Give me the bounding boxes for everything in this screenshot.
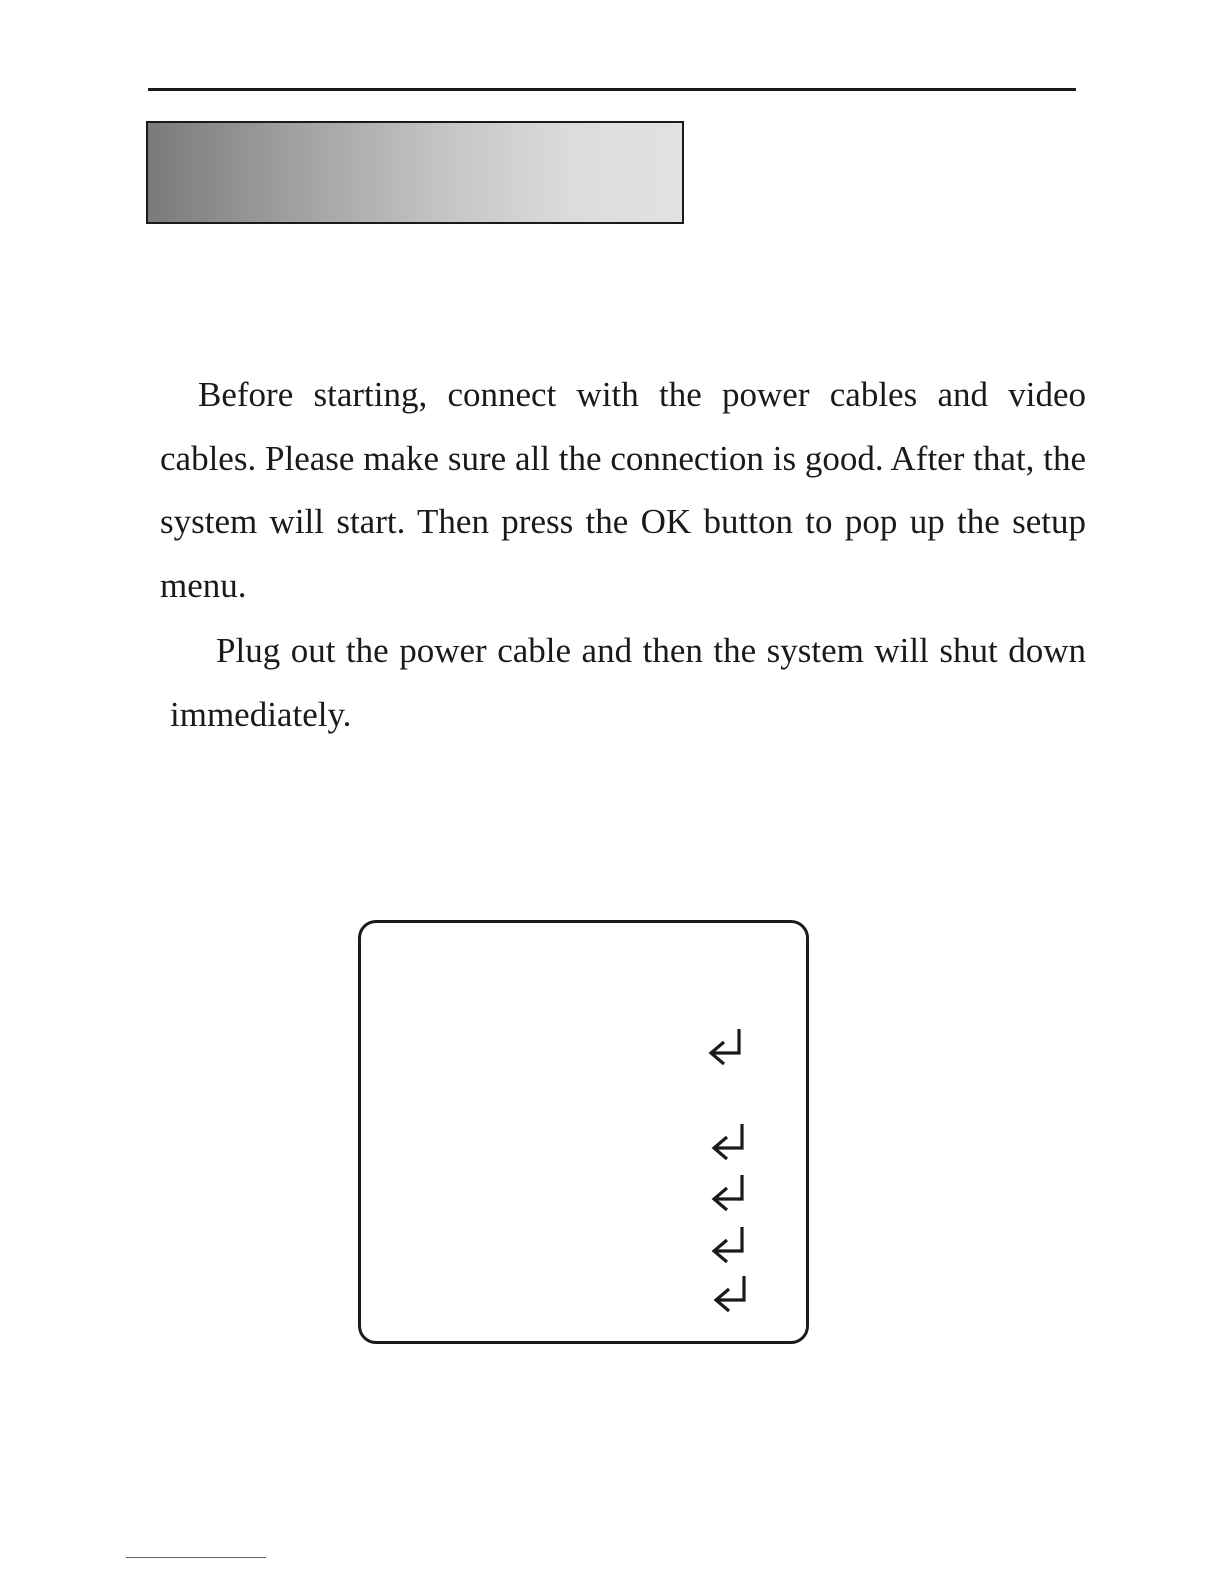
footer-link-underline bbox=[126, 1557, 266, 1558]
enter-icon bbox=[710, 1121, 750, 1163]
body-text bbox=[160, 363, 1086, 746]
enter-icon bbox=[707, 1026, 747, 1068]
section-title-bar bbox=[146, 121, 684, 224]
enter-icon bbox=[710, 1172, 750, 1214]
enter-icon bbox=[710, 1224, 750, 1266]
setup-menu-panel bbox=[358, 920, 809, 1344]
top-rule bbox=[148, 88, 1076, 91]
paragraph-startup: Before starting, connect with the power cables and video cables. Please make sure all the connection is good. After that, the system will start. Then press the OK button to pop up the setup menu. bbox=[160, 375, 1086, 605]
enter-icon bbox=[712, 1273, 752, 1315]
paragraph-shutdown: Plug out the power cable and then the system will shut down immediately. bbox=[170, 631, 1086, 734]
